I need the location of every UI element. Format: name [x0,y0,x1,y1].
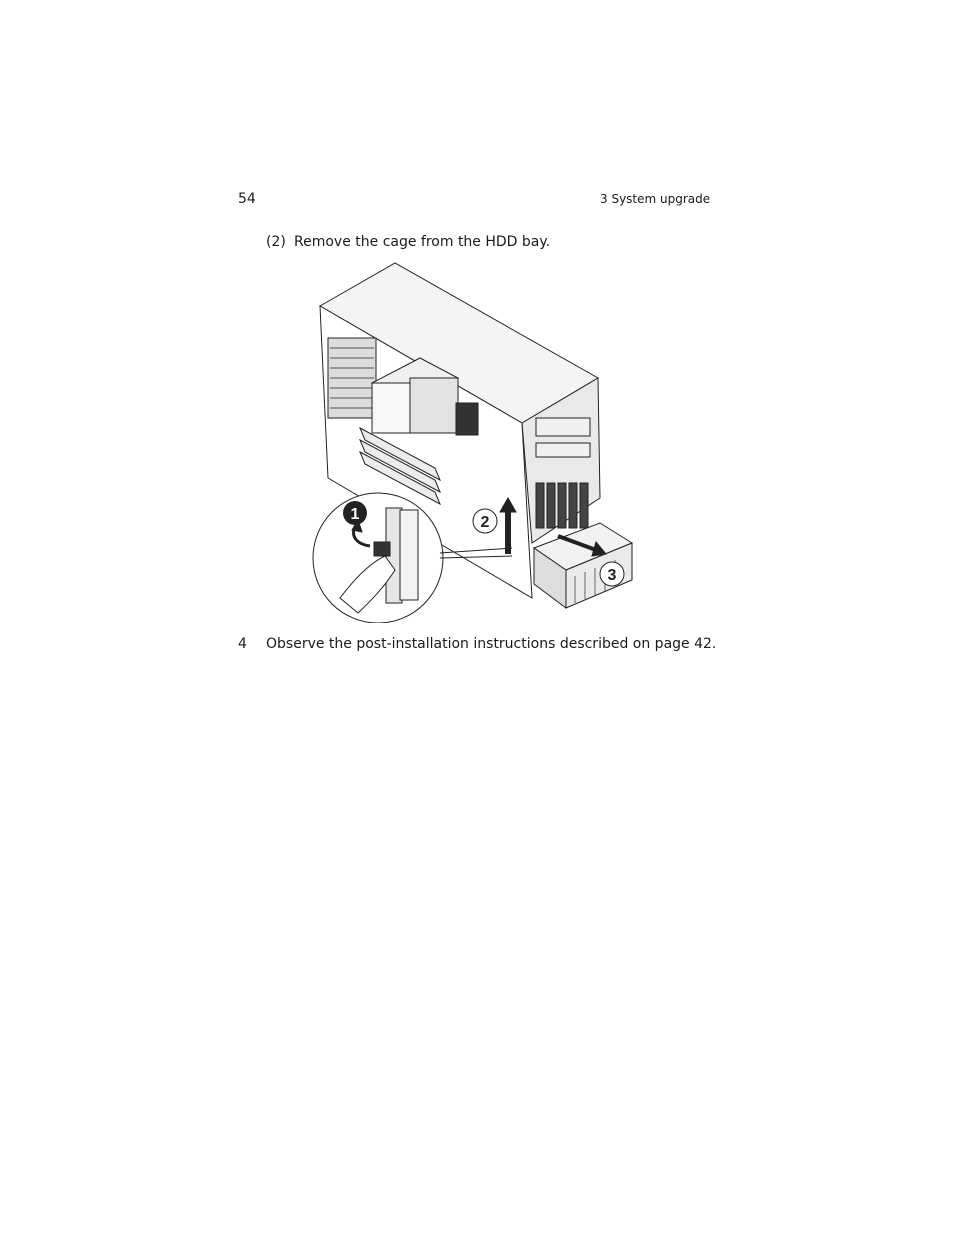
callout-1: 1 [350,506,360,523]
step-text: Observe the post-installation instructions described on page 42. [266,636,717,652]
running-head: 3 System upgrade [600,192,711,206]
instruction-step-4 [238,636,716,652]
instruction-substep [266,234,550,250]
callout-2: 2 [480,514,490,531]
page-number: 54 [238,191,256,207]
substep-marker: (2) [266,234,286,250]
substep-text: Remove the cage from the HDD bay. [294,234,551,250]
server-hdd-cage-removal-illustration [300,258,640,623]
step-number: 4 [238,636,247,652]
callout-3: 3 [607,567,617,584]
